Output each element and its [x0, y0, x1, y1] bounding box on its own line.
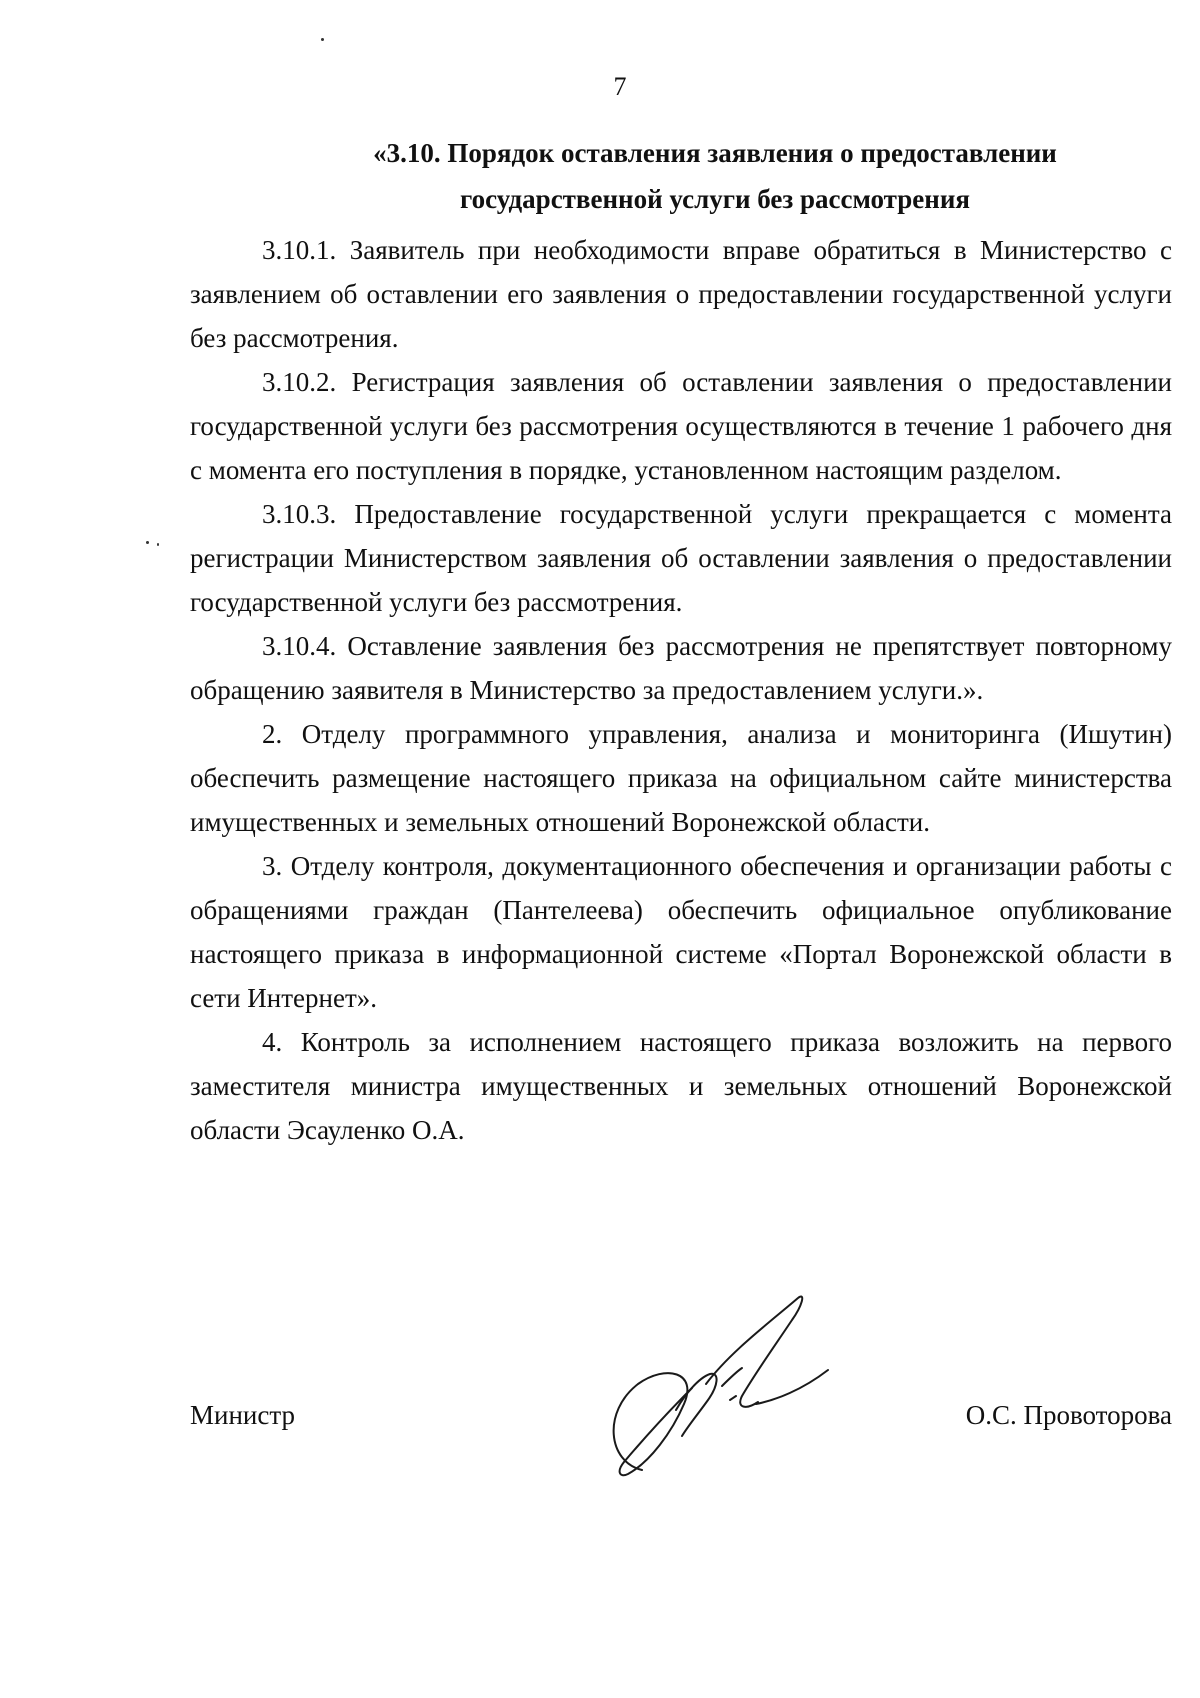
scan-speck — [146, 541, 149, 544]
document-body — [190, 228, 1172, 1152]
paragraph-3-10-1: 3.10.1. Заявитель при необходимости вправе обратиться в Министерство с заявлением об оставлении его заявления о предоставлении государственной услуги без рассмотрения. — [190, 235, 1172, 353]
handwritten-signature-icon — [580, 1292, 870, 1492]
paragraph-3-10-2: 3.10.2. Регистрация заявления об оставлении заявления о предоставлении государственной услуги без рассмотрения осуществляются в течение 1 рабочего дня с момента его поступления в порядке, установленном настоящим разделом. — [190, 367, 1172, 485]
signatory-title: Министр — [190, 1400, 295, 1430]
paragraph-item-3: 3. Отделу контроля, документационного обеспечения и организации работы с обращениями граждан (Пантелеева) обеспечить официальное опубликование настоящего приказа в информационной системе «Портал Воронежской области в сети Интернет». — [190, 851, 1172, 1013]
scan-speck — [321, 38, 324, 41]
paragraph-3-10-4: 3.10.4. Оставление заявления без рассмотрения не препятствует повторному обращению заявителя в Министерство за предоставлением услуги.». — [190, 631, 1172, 705]
paragraph-3-10-3: 3.10.3. Предоставление государственной услуги прекращается с момента регистрации Министерством заявления об оставлении заявления о предоставлении государственной услуги без рассмотрения. — [190, 499, 1172, 617]
page-number: 7 — [613, 72, 627, 101]
paragraph-item-2: 2. Отделу программного управления, анализа и мониторинга (Ишутин) обеспечить размещение настоящего приказа на официальном сайте министерства имущественных и земельных отношений Воронежской области. — [190, 719, 1172, 837]
scan-speck — [157, 543, 159, 546]
paragraph-item-4: 4. Контроль за исполнением настоящего приказа возложить на первого заместителя министра имущественных и земельных отношений Воронежской области Эсауленко О.А. — [190, 1027, 1172, 1145]
signatory-name: О.С. Провоторова — [965, 1400, 1172, 1430]
section-heading-line-1: «3.10. Порядок оставления заявления о предоставлении — [373, 138, 1057, 168]
section-heading-line-2: государственной услуги без рассмотрения — [460, 184, 970, 214]
